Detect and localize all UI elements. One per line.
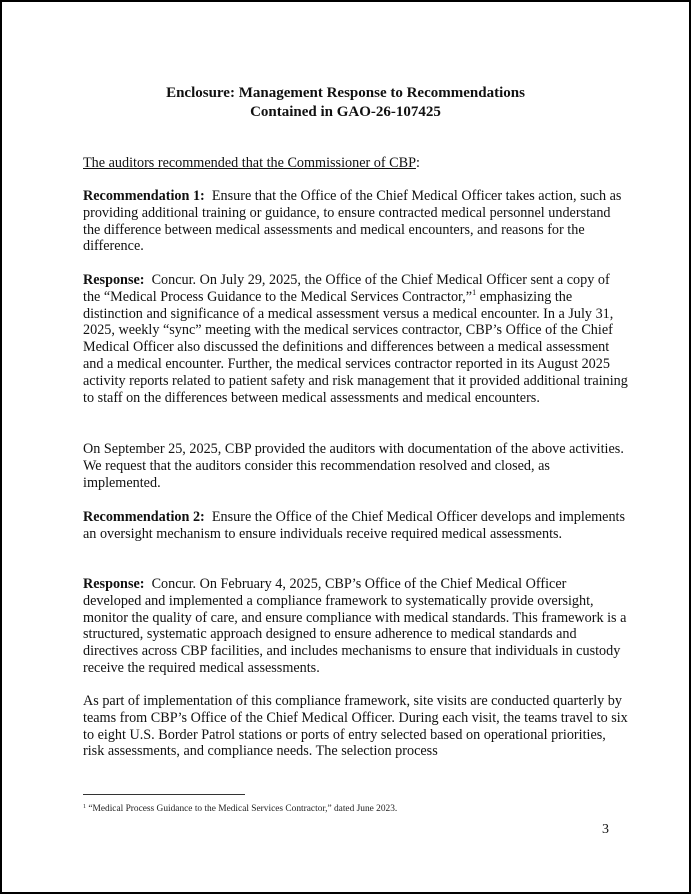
page-title (2, 84, 689, 122)
footnote-reference[interactable]: 1 (472, 287, 477, 297)
footnote-text: “Medical Process Guidance to the Medical Services Contractor,” dated June 2023. (88, 804, 398, 814)
response-2-paragraph (83, 576, 628, 677)
recommendation-2-paragraph (83, 509, 628, 543)
response-2-continued-paragraph: As part of implementation of this compliance framework, site visits are conducted quarterly by teams from CBP’s Office of the Chief Medical Officer. During each visit, the teams travel to six to eight U.S. Border Patrol stations or ports of entry selected based on operational priorities, risk assessments, and compliance needs. The selection process (83, 693, 628, 760)
recommendation-1-paragraph (83, 188, 628, 255)
title-line-2: Contained in GAO-26-107425 (250, 104, 441, 120)
response-1-paragraph (83, 272, 628, 406)
page-number: 3 (602, 822, 609, 837)
response-1-text-part-1: Concur. On July 29, 2025, the Office of the Chief Medical Officer sent a copy of the “Medical Process Guidance to the Medical Services Contractor,” (83, 272, 610, 305)
intro-text: The auditors recommended that the Commissioner of CBP (83, 155, 416, 171)
intro-paragraph (83, 155, 628, 172)
recommendation-2-text: Ensure the Office of the Chief Medical Officer develops and implements an oversight mechanism to ensure individuals receive required medical assessments. (83, 509, 626, 542)
response-2-label: Response: (83, 576, 145, 592)
footnote-number: 1 (83, 804, 86, 810)
response-1-label: Response: (83, 272, 145, 288)
footnote-separator (83, 794, 245, 795)
response-2-text: Concur. On February 4, 2025, CBP’s Office of the Chief Medical Officer developed and implemented a compliance framework to systematically provide oversight, monitor the quality of care, and ensure compliance with medical standards. This framework is a structured, systematic approach designed to ensure adherence to medical standards and directives across CBP facilities, and includes mechanisms to ensure that individuals in custody receive the required medical assessments. (83, 576, 627, 676)
intro-suffix: : (415, 155, 420, 171)
recommendation-1-text: Ensure that the Office of the Chief Medical Officer takes action, such as providing additional training or guidance, to ensure contracted medical personnel understand the difference between medical assessments and medical encounters, and reasons for the difference. (83, 188, 622, 255)
footnote (83, 803, 397, 815)
response-1-text-part-2: emphasizing the distinction and significance of a medical assessment versus a medical encounter. In a July 31, 2025, weekly “sync” meeting with the medical services contractor, CBP’s Office of the Chief Medical Officer also discussed the definitions and differences between a medical assessment and a medical encounter. Further, the medical services contractor reported in its August 2025 activity reports related to patient safety and risk management that it provided additional training to staff on the differences between medical assessments and medical encounters. (83, 288, 628, 406)
recommendation-2-label: Recommendation 2: (83, 509, 205, 525)
recommendation-1-label: Recommendation 1: (83, 188, 205, 204)
title-line-1: Enclosure: Management Response to Recommendations (166, 85, 525, 101)
response-1-followup-paragraph: On September 25, 2025, CBP provided the auditors with documentation of the above activities. We request that the auditors consider this recommendation resolved and closed, as implemented. (83, 441, 624, 491)
